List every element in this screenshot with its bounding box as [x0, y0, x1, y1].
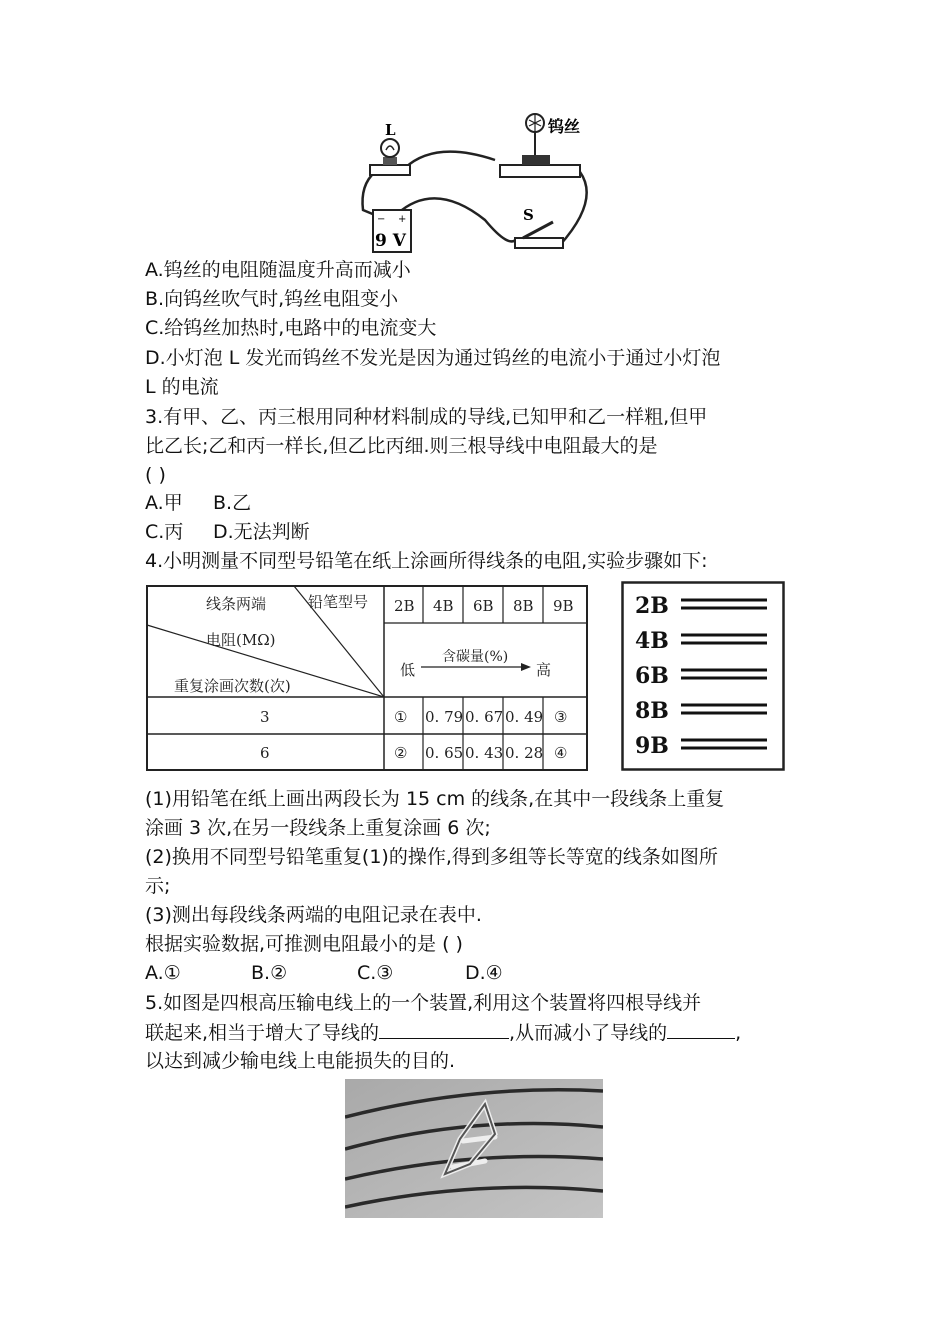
circuit-diagram: [355, 110, 595, 260]
swatch-label-4b: 4B: [635, 628, 669, 654]
row-3-cell-8b: 0. 49: [505, 708, 544, 726]
row-6-cell-6b: 0. 43: [465, 744, 504, 762]
q5-text-part3: ,: [735, 1022, 742, 1044]
q5-stem-line1: 5.如图是四根高压输电线上的一个装置,利用这个装置将四根导线并: [145, 992, 702, 1014]
model-8b: 8B: [513, 597, 534, 615]
q5-blank-1: [379, 1018, 509, 1039]
row-3-cell-9b: ③: [554, 708, 568, 726]
q2-option-a: A.钨丝的电阻随温度升高而减小: [145, 259, 411, 281]
q2-option-b: B.向钨丝吹气时,钨丝电阻变小: [145, 288, 399, 310]
q3-options-row2: [145, 518, 310, 546]
q4-options: [145, 959, 503, 987]
q4-option-b: B.②: [251, 962, 288, 984]
q4-step3: (3)测出每段线条两端的电阻记录在表中.: [145, 904, 482, 926]
q4-option-c: C.③: [357, 962, 394, 984]
model-9b: 9B: [553, 597, 574, 615]
row-6-times: 6: [260, 744, 270, 762]
carbon-content-label: 含碳量(%): [442, 649, 509, 665]
row-3-cell-6b: 0. 67: [465, 708, 504, 726]
hdr-pencil-model: 铅笔型号: [308, 593, 369, 611]
q4-step1-line1: (1)用铅笔在纸上画出两段长为 15 cm 的线条,在其中一段线条上重复: [145, 788, 725, 810]
model-2b: 2B: [394, 597, 415, 615]
q4-option-d: D.④: [465, 962, 503, 984]
row-3-cell-2b: ①: [394, 708, 408, 726]
q5-blank-2: [667, 1018, 735, 1039]
q5-stem-line2: [145, 1018, 741, 1047]
row-6-cell-9b: ④: [554, 744, 568, 762]
hdr-line-ends: 线条两端: [206, 595, 267, 613]
battery-label: 9 V: [375, 231, 406, 251]
carbon-high: 高: [536, 661, 552, 679]
q2-option-c: C.给钨丝加热时,电路中的电流变大: [145, 317, 437, 339]
tungsten-label: 钨丝: [548, 117, 581, 136]
row-6-cell-4b: 0. 65: [425, 744, 464, 762]
q4-option-a: A.①: [145, 962, 181, 984]
q4-data-table: [146, 585, 588, 771]
pencil-line-samples: [621, 581, 785, 771]
model-6b: 6B: [473, 597, 494, 615]
q4-question: 根据实验数据,可推测电阻最小的是 ( ): [145, 933, 463, 955]
q3-option-b: B.乙: [213, 492, 252, 514]
swatch-label-6b: 6B: [635, 663, 669, 689]
q5-stem-line3: 以达到减少输电线上电能损失的目的.: [145, 1050, 456, 1072]
q4-step2-line1: (2)换用不同型号铅笔重复(1)的操作,得到多组等长等宽的线条如图所: [145, 846, 718, 868]
q4-step2-line2: 示;: [145, 875, 171, 897]
q5-text-part2: ,从而减小了导线的: [509, 1022, 668, 1044]
q3-option-c: C.丙: [145, 521, 184, 543]
q5-text-part1: 联起来,相当于增大了导线的: [145, 1022, 380, 1044]
model-4b: 4B: [433, 597, 454, 615]
row-3-cell-4b: 0. 79: [425, 708, 464, 726]
q3-option-a: A.甲: [145, 492, 183, 514]
carbon-low: 低: [400, 661, 416, 679]
row-3-times: 3: [260, 708, 270, 726]
row-6-cell-8b: 0. 28: [505, 744, 544, 762]
q2-option-d-cont: L 的电流: [145, 376, 219, 398]
battery-plus: +: [398, 214, 407, 225]
battery-minus: −: [377, 214, 386, 225]
q3-stem-line2: 比乙长;乙和丙一样长,但乙比丙细.则三根导线中电阻最大的是: [145, 435, 658, 457]
row-6-cell-2b: ②: [394, 744, 408, 762]
q3-stem-line1: 3.有甲、乙、丙三根用同种材料制成的导线,已知甲和乙一样粗,但甲: [145, 406, 708, 428]
swatch-label-2b: 2B: [635, 593, 669, 619]
switch-label: S: [523, 206, 534, 224]
swatch-label-9b: 9B: [635, 733, 669, 759]
q3-options-row1: [145, 489, 251, 517]
hdr-resistance: 电阻(MΩ): [206, 631, 276, 649]
swatch-label-8b: 8B: [635, 698, 669, 724]
q3-answer-bracket: ( ): [145, 464, 166, 486]
q2-option-d: D.小灯泡 L 发光而钨丝不发光是因为通过钨丝的电流小于通过小灯泡: [145, 347, 721, 369]
q4-step1-line2: 涂画 3 次,在另一段线条上重复涂画 6 次;: [145, 817, 491, 839]
power-line-spacer-photo: [345, 1079, 603, 1218]
hdr-repeat-times: 重复涂画次数(次): [174, 677, 291, 695]
q4-intro: 4.小明测量不同型号铅笔在纸上涂画所得线条的电阻,实验步骤如下:: [145, 550, 708, 572]
q3-option-d: D.无法判断: [213, 521, 310, 543]
lamp-label: L: [385, 121, 396, 139]
